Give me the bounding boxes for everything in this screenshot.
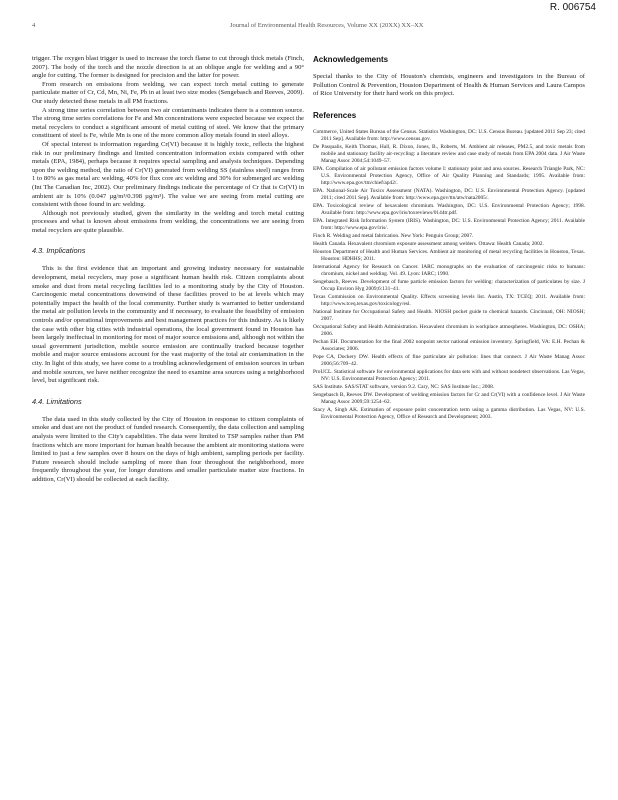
reference-item: De Pasqualis, Keith Thomas, Hall, R. Dixon, Jones, B., Roberts, M. Ambient air releases, PM2.5, and toxic metals from mobile and stationary facility air-recycling: a literature review and case study of metals from EPA 2004 data. J Air Waste Manag Assoc 2004;54:1049–57. [313,143,585,164]
left-column [32,55,304,485]
acknowledgements-heading: Acknowledgements [313,55,389,64]
intro-paragraph-4: Of special interest is information regarding Cr(VI) because it is highly toxic, reflects the highest risk in our preliminary findings and limited concentration information exists compared with other metals (EPA, 1984), perhaps because it requires special sampling and analysis techniques. Depending upon the welding method, the ratio of Cr(VI) generated from welding SS (stainless steel) ranges from 1 to 80% as gas metal arc welding, 40% for flux core arc welding and 30% for submerged arc welding (Int The Canadian Inc, 2002). Our preliminary findings indicate the percentage of Cr that is Cr(VI) in ambient air is 10% (0.047 µg/m³/0.398 µg/m³). The value we are seeing from metal cutting are consistent with those found in arc welding. [32,140,304,209]
implications-paragraph: This is the first evidence that an important and growing industry necessary for sustainable development, metal recyclers, may pose a significant human health risk. Citizen complaints about smoke and dust from metal recycling facilities led to a monitoring study by the City of Houston. Carcinogenic metal concentrations downwind of these facilities proved to be at levels which may potentially impact the health of the local community. Further study is warranted to better understand the metal air pollution levels in the community and if necessary, to evaluate the feasibility of emission controls and/or operational improvements and best management practices for this industry. As is likely the case with other big cities with industrial operations, the local government found in Houston has been largely ineffectual in monitoring for most of major source emissions and, although not within the usual government jurisdiction, mobile source emission are continually tracked because together mobile and major source emissions account for the vast majority of the total air contamination in the city. In light of this study, we have come to a troubling acknowledgement of emission sources in urban and mobile sources, we have neither recognize the need to examine area sources using a neighborhood level, but significant risk. [32,265,304,385]
reference-item: Sengebasch B, Reeves DW. Development of welding emission factors for Cr and Cr(VI) with a confidence level. J Air Waste Manag Assoc 2009;59:1254–62. [313,391,585,405]
reference-item: Commerce, United States Bureau of the Census. Statistics Washington, DC: U.S. Census Bureau. [updated 2011 Sep 23; cited 2011 Sep]. Available from: http://www.census.gov. [313,128,585,142]
page-number: 4 [32,22,36,29]
reference-item: Finch R. Welding and metal fabrication. New York: Penguin Group; 2007. [313,232,474,239]
limitations-heading: 4.4. Limitations [32,396,82,406]
reference-item: EPA. Toxicological review of hexavalent chromium. Washington, DC: U.S. Environmental Protection Agency; 1998. Available from: http://www.epa.gov/iris/toxreviews/0144tr.pdf. [313,202,585,216]
reference-item: International Agency for Research on Cancer. IARC monographs on the evaluation of carcinogenic risks to humans: chromium, nickel and welding. Vol. 49. Lyon: IARC; 1990. [313,263,585,277]
reference-item: EPA. Integrated Risk Information System (IRIS). Washington, DC: U.S. Environmental Protection Agency; 2011. Available from: http://www.epa.gov/iris/. [313,217,585,231]
reference-item: EPA. National-Scale Air Toxics Assessment (NATA). Washington, DC: U.S. Environmental Protection Agency. [updated 2011; cited 2011 Sep]. Available from: http://www.epa.gov/ttn/atw/nata2005/. [313,187,585,201]
references-heading: References [313,110,357,120]
intro-paragraph-1: trigger. The oxygen blast trigger is used to increase the torch flame to cut through thick metals (Finch, 2007). The body of the torch and the nozzle direction is at an oblique angle for welding and a 90° angle for cutting. The former is designed for precision and the latter for power. [32,55,304,80]
reference-item: National Institute for Occupational Safety and Health. NIOSH pocket guide to chemical hazards. Cincinnati, OH: NIOSH; 2007. [313,308,585,322]
reference-item: Health Canada. Hexavalent chromium exposure assessment among welders. Ottawa: Health Canada; 2002. [313,240,544,247]
limitations-paragraph: The data used in this study collected by the City of Houston in response to citizen complaints of smoke and dust are not the product of funded research. Consequently, the data collection and sampling analysis were limited to the City's capabilities. The data were limited to TSP samples rather than PM fractions which are more important for human health because the ambient air monitoring stations were limited to just a few samples over 8 hours on the days of high ambient, sampling periods per facility. Future research should include sampling of more than four throughout the neighborhood, more frequently throughout the year, for longer durations and smaller particulate matter size fractions. In addition, Cr(VI) should be collected at each facility. [32,415,304,483]
reference-item: Stacy A, Singh AK. Estimation of exposure point concentration term using a gamma distribution. Las Vegas, NV: U.S. Environmental Protection Agency, Office of Research and Development; 2003. [313,406,585,420]
reference-item: Pope CA, Dockery DW. Health effects of fine particulate air pollution: lines that connect. J Air Waste Manag Assoc 2006;56:709–42. [313,353,585,367]
reference-item: SAS Institute. SAS/STAT software, version 9.2. Cary, NC: SAS Institute Inc.; 2008. [313,383,495,390]
reference-item: Pechan EH. Documentation for the final 2002 nonpoint sector national emission inventory. Springfield, VA: E.H. Pechan & Associates; 2006. [313,338,585,352]
reference-item: EPA. Compilation of air pollutant emission factors volume I: stationary point and area sources. Research Triangle Park, NC: U.S. Environmental Protection Agency, Office of Air Quality Planning and Standards; 1995. Available from: http://www.epa.gov/ttn/chief/ap42/. [313,165,585,186]
reference-item: Occupational Safety and Health Administration. Hexavalent chromium in workplace atmospheres. Washington, DC: OSHA; 2006. [313,323,585,337]
journal-running-head: Journal of Environmental Health Resources, Volume XX (20XX) XX–XX [230,22,424,29]
acknowledgements-text: Special thanks to the City of Houston's chemists, engineers and investigators in the Bureau of Pollution Control & Prevention, Houston Department of Health & Human Services and Laura Campos of Rice University for their hard work on this project. [313,73,585,98]
references-list [313,129,585,421]
reference-item: Houston Department of Health and Human Services. Ambient air monitoring of metal recycling facilities in Houston, Texas. Houston: HDHHS; 2011. [313,248,585,262]
intro-paragraph-5: Although not previously studied, given the similarity in the welding and torch metal cutting processes and what is known about emissions from welding, the concentrations we are seeing from metal recyclers are quite plausible. [32,209,304,234]
reference-item: ProUCL. Statistical software for environmental applications for data sets with and without nondetect observations. Las Vegas, NV: U.S. Environmental Protection Agency; 2011. [313,368,585,382]
right-column [313,55,585,422]
intro-paragraph-3: A strong time series correlation between two air contaminants indicates there is a common source. The strong time series correlations for Fe and Mn concentrations were expected because we expect the metal recyclers to conduct a significant amount of metal cutting of steel. We know that the primary constituent of steel is Fe, while Mn is one of the more common alloy metals found in steel alloys. [32,106,304,140]
document-id: R. 006754 [549,2,596,13]
implications-heading: 4.3. Implications [32,246,86,256]
reference-item: Sengebasch, Reeves. Development of fume particle emission factors for welding: characterization of particulates by size. J Occup Environ Hyg 2009;6:131–41. [313,278,585,292]
reference-item: Texas Commission on Environmental Quality. Effects screening levels list. Austin, TX: TCEQ; 2011. Available from: http://www.tceq.texas.gov/toxicology/esl. [313,293,585,307]
intro-paragraph-2: From research on emissions from welding, we can expect torch metal cutting to generate particulate matter of Cr, Cd, Mn, Ni, Fe, Pb in at least two size modes (Sengebasch and Reeves, 2009). Our study detected these metals in all PM fractions. [32,80,304,105]
